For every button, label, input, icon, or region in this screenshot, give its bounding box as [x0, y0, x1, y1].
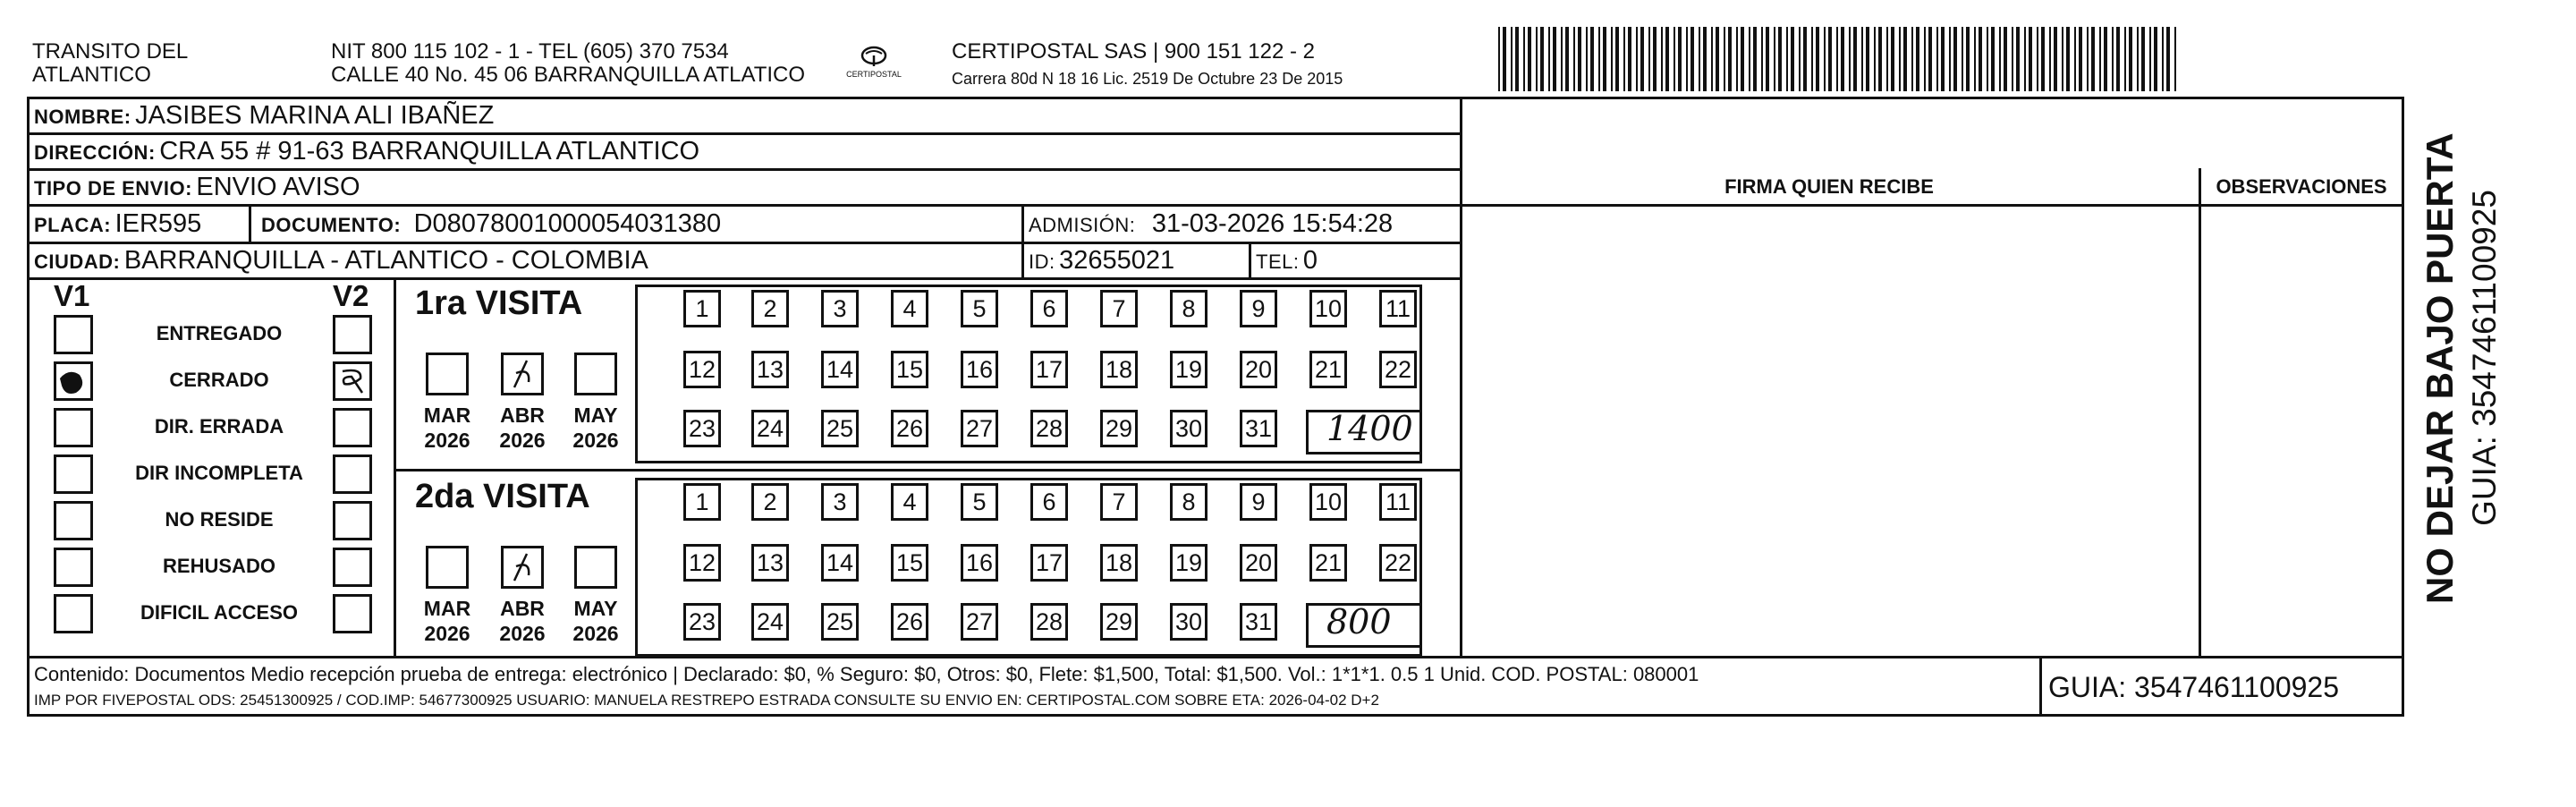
day-checkbox[interactable]: 9 — [1240, 290, 1277, 327]
month-name: MAR — [423, 597, 471, 620]
day-checkbox[interactable]: 23 — [683, 410, 721, 447]
status-label: NO RESIDE — [165, 508, 274, 531]
placa-value: IER595 — [114, 209, 202, 238]
status-label: ENTREGADO — [156, 322, 283, 344]
day-checkbox[interactable]: 5 — [961, 290, 998, 327]
footer-print-line: IMP POR FIVEPOSTAL ODS: 25451300925 / COD.IMP: 54677300925 USUARIO: MANUELA RESTREPO ESTRADA CONSULTE SU ENVIO EN: CERTIPOSTAL.COM SOBRE ETA: 2026-04-02 D+2 — [34, 692, 1379, 709]
v2-checkbox[interactable] — [333, 454, 372, 494]
day-checkbox[interactable]: 6 — [1030, 483, 1068, 521]
logo-text: CERTIPOSTAL — [846, 70, 902, 79]
day-checkbox[interactable]: 29 — [1100, 603, 1138, 641]
side-guia-box — [2467, 132, 2512, 633]
footer-content-line: Contenido: Documentos Medio recepción prueba de entrega: electrónico | Declarado: $0, % Seguro: $0, Otros: $0, Flete: $1,500, Total: $1,500. Vol.: 1*1*1. 0.5 1 Unid. COD. POSTAL: 080001 — [34, 663, 1699, 685]
month-checkbox[interactable] — [426, 353, 469, 395]
v2-checkbox[interactable] — [333, 501, 372, 540]
visit-divider — [394, 469, 1460, 471]
month-name: MAY — [573, 404, 618, 427]
day-checkbox[interactable]: 13 — [751, 351, 789, 388]
row-divider — [27, 204, 2404, 207]
month-name: MAR — [423, 404, 471, 427]
ciudad-value: BARRANQUILLA - ATLANTICO - COLOMBIA — [123, 246, 648, 275]
month-name: ABR — [500, 597, 545, 620]
direccion-value: CRA 55 # 91-63 BARRANQUILLA ATLANTICO — [159, 137, 700, 166]
month-label — [411, 403, 483, 453]
day-checkbox[interactable]: 23 — [683, 603, 721, 641]
day-checkbox[interactable]: 12 — [683, 544, 721, 582]
side-notice-box — [2413, 132, 2467, 633]
admision-row — [1029, 208, 1393, 243]
day-checkbox[interactable]: 30 — [1170, 410, 1208, 447]
month-year: 2026 — [424, 622, 470, 645]
day-checkbox[interactable]: 8 — [1170, 290, 1208, 327]
day-checkbox[interactable]: 4 — [891, 483, 928, 521]
tipo-label: TIPO DE ENVIO: — [34, 177, 192, 200]
day-checkbox[interactable]: 25 — [821, 410, 859, 447]
status-label: REHUSADO — [163, 555, 275, 577]
transit-name-line1: TRANSITO DEL — [32, 39, 189, 64]
tel-label: TEL: — [1256, 251, 1300, 273]
footer-guia: GUIA: 3547461100925 — [2048, 671, 2339, 703]
nombre-row — [34, 100, 494, 135]
admision-label: ADMISIÓN: — [1029, 214, 1136, 236]
day-checkbox[interactable]: 1 — [683, 290, 721, 327]
barcode — [1498, 27, 2182, 91]
day-checkbox[interactable]: 28 — [1030, 603, 1068, 641]
day-checkbox[interactable]: 4 — [891, 290, 928, 327]
day-checkbox[interactable]: 10 — [1309, 483, 1347, 521]
day-checkbox[interactable]: 11 — [1379, 290, 1417, 327]
day-checkbox[interactable]: 29 — [1100, 410, 1138, 447]
day-checkbox[interactable]: 14 — [821, 351, 859, 388]
month-year: 2026 — [499, 622, 546, 645]
day-checkbox[interactable]: 18 — [1100, 544, 1138, 582]
day-checkbox[interactable]: 21 — [1309, 544, 1347, 582]
day-checkbox[interactable]: 19 — [1170, 351, 1208, 388]
handwritten-time: 1400 — [1326, 409, 1413, 448]
month-name: MAY — [573, 597, 618, 620]
day-checkbox[interactable]: 2 — [751, 290, 789, 327]
day-checkbox[interactable]: 9 — [1240, 483, 1277, 521]
day-checkbox[interactable]: 20 — [1240, 544, 1277, 582]
v2-checkbox[interactable] — [333, 548, 372, 587]
day-checkbox[interactable]: 31 — [1240, 603, 1277, 641]
documento-row — [261, 208, 721, 243]
sender-address: CALLE 40 No. 45 06 BARRANQUILLA ATLATICO — [331, 63, 806, 87]
placa-row — [34, 208, 201, 243]
nombre-label: NOMBRE: — [34, 106, 131, 128]
visit-title: 2da VISITA — [415, 478, 590, 515]
day-checkbox[interactable]: 30 — [1170, 603, 1208, 641]
observaciones-header: OBSERVACIONES — [2216, 175, 2387, 198]
day-checkbox[interactable]: 18 — [1100, 351, 1138, 388]
cell-divider — [1249, 242, 1251, 277]
v2-checkbox[interactable] — [333, 315, 372, 354]
month-year: 2026 — [572, 622, 619, 645]
tipo-row — [34, 172, 360, 207]
day-checkbox[interactable]: 28 — [1030, 410, 1068, 447]
time-box[interactable] — [1306, 410, 1422, 454]
time-box[interactable] — [1306, 603, 1422, 648]
day-checkbox[interactable]: 17 — [1030, 544, 1068, 582]
tel-row — [1256, 245, 1318, 280]
cell-divider — [1021, 204, 1024, 277]
day-checkbox[interactable]: 27 — [961, 410, 998, 447]
ciudad-label: CIUDAD: — [34, 251, 121, 273]
day-checkbox[interactable]: 5 — [961, 483, 998, 521]
month-year: 2026 — [424, 429, 470, 452]
placa-label: PLACA: — [34, 214, 112, 236]
day-checkbox[interactable]: 11 — [1379, 483, 1417, 521]
side-guia: GUIA: 3547461100925 — [2466, 190, 2503, 526]
id-value: 32655021 — [1059, 246, 1175, 275]
month-checkbox[interactable] — [426, 546, 469, 589]
day-checkbox[interactable]: 16 — [961, 351, 998, 388]
day-checkbox[interactable]: 17 — [1030, 351, 1068, 388]
day-checkbox[interactable]: 25 — [821, 603, 859, 641]
nombre-value: JASIBES MARINA ALI IBAÑEZ — [135, 101, 495, 130]
day-checkbox[interactable]: 7 — [1100, 290, 1138, 327]
documento-value: D08078001000054031380 — [413, 209, 722, 238]
month-checkbox[interactable] — [501, 546, 544, 589]
month-label — [487, 403, 558, 453]
month-label — [560, 403, 631, 453]
v2-header: V2 — [333, 279, 369, 312]
status-label: DIR. ERRADA — [154, 415, 284, 437]
id-label: ID: — [1029, 251, 1055, 273]
transit-name-line2: ATLANTICO — [32, 63, 151, 87]
footer-cell-divider — [2039, 656, 2042, 717]
day-checkbox[interactable]: 3 — [821, 483, 859, 521]
month-checkbox[interactable] — [574, 546, 617, 589]
cell-divider — [249, 204, 251, 242]
day-checkbox[interactable]: 21 — [1309, 351, 1347, 388]
col-divider — [2199, 168, 2201, 657]
day-checkbox[interactable]: 10 — [1309, 290, 1347, 327]
month-label — [487, 596, 558, 646]
month-label — [560, 596, 631, 646]
day-checkbox[interactable]: 6 — [1030, 290, 1068, 327]
status-label: CERRADO — [169, 369, 269, 391]
month-checkbox[interactable] — [501, 353, 544, 395]
nit-line: NIT 800 115 102 - 1 - TEL (605) 370 7534 — [331, 39, 729, 64]
day-checkbox[interactable]: 3 — [821, 290, 859, 327]
tipo-value: ENVIO AVISO — [196, 173, 360, 201]
day-checkbox[interactable]: 1 — [683, 483, 721, 521]
day-checkbox[interactable]: 12 — [683, 351, 721, 388]
month-year: 2026 — [499, 429, 546, 452]
day-checkbox[interactable]: 26 — [891, 603, 928, 641]
month-checkbox[interactable] — [574, 353, 617, 395]
status-label: DIR INCOMPLETA — [135, 462, 303, 484]
direccion-row — [34, 136, 699, 171]
day-checkbox[interactable]: 27 — [961, 603, 998, 641]
day-checkbox[interactable]: 8 — [1170, 483, 1208, 521]
day-checkbox[interactable]: 24 — [751, 603, 789, 641]
day-checkbox[interactable]: 14 — [821, 544, 859, 582]
documento-label: DOCUMENTO: — [261, 214, 402, 236]
day-checkbox[interactable]: 31 — [1240, 410, 1277, 447]
signature-area[interactable] — [1467, 209, 2191, 651]
v2-checkbox[interactable] — [333, 408, 372, 447]
day-checkbox[interactable]: 7 — [1100, 483, 1138, 521]
direccion-label: DIRECCIÓN: — [34, 141, 156, 164]
day-checkbox[interactable]: 16 — [961, 544, 998, 582]
status-divider — [394, 277, 396, 657]
firma-header: FIRMA QUIEN RECIBE — [1724, 175, 1934, 198]
id-row — [1029, 245, 1174, 280]
observations-area[interactable] — [2206, 209, 2401, 651]
status-label: DIFICIL ACCESO — [140, 601, 298, 624]
day-checkbox[interactable]: 15 — [891, 544, 928, 582]
day-checkbox[interactable]: 19 — [1170, 544, 1208, 582]
day-checkbox[interactable]: 26 — [891, 410, 928, 447]
company-line: CERTIPOSTAL SAS | 900 151 122 - 2 — [952, 39, 1315, 64]
tel-value: 0 — [1302, 246, 1318, 275]
no-dejar-bajo-puerta: NO DEJAR BAJO PUERTA — [2419, 132, 2461, 604]
certipostal-logo — [834, 39, 914, 86]
day-checkbox[interactable]: 24 — [751, 410, 789, 447]
month-name: ABR — [500, 404, 545, 427]
month-year: 2026 — [572, 429, 619, 452]
v2-checkbox[interactable] — [333, 594, 372, 633]
admision-value: 31-03-2026 15:54:28 — [1151, 209, 1394, 238]
day-checkbox[interactable]: 15 — [891, 351, 928, 388]
license-line: Carrera 80d N 18 16 Lic. 2519 De Octubre 23 De 2015 — [952, 70, 1343, 88]
day-checkbox[interactable]: 22 — [1379, 351, 1417, 388]
v1-header: V1 — [54, 279, 90, 312]
day-checkbox[interactable]: 13 — [751, 544, 789, 582]
visit-title: 1ra VISITA — [415, 285, 583, 322]
day-checkbox[interactable]: 2 — [751, 483, 789, 521]
handwritten-time: 800 — [1326, 602, 1392, 641]
day-checkbox[interactable]: 20 — [1240, 351, 1277, 388]
month-label — [411, 596, 483, 646]
ciudad-row — [34, 245, 648, 280]
v2-checkbox[interactable] — [333, 361, 372, 401]
day-checkbox[interactable]: 22 — [1379, 544, 1417, 582]
